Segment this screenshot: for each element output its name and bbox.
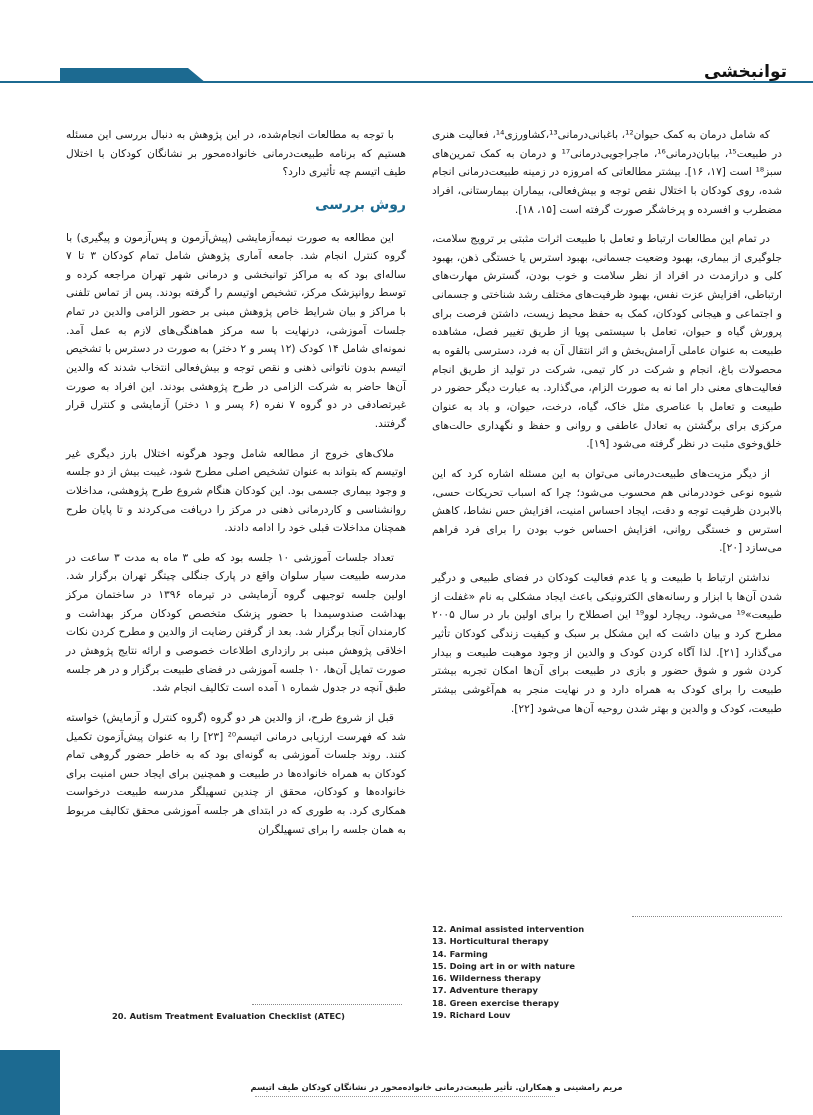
body-paragraph: قبل از شروع طرح، از والدین هر دو گروه (گروه کنترل و آزمایش) خواسته شد که فهرست ارزیابی درمانی اتیسم²⁰ [۲۳] را به عنوان پیش‌آزمون تکمیل کنند. روند جلسات آموزشی به گونه‌ای بود که به خاطر حضور گروهی تمام کودکان به همراه خانواده‌ها در طبیعت و همچنین برای ایجاد حس امنیت برای خانواده‌ها و کودکان، محقق از چندین تسهیلگر مدرسه طبیعت درخواست همکاری کرد. به طوری که در ابتدای هر جلسه آموزشی محقق تکالیف مربوط به همان جلسه را برای تسهیلگران (66, 711, 406, 836)
footnote-divider (252, 1004, 402, 1005)
right-column (432, 126, 782, 729)
footnote-item: 20. Autism Treatment Evaluation Checklist (ATEC) (112, 1011, 345, 1021)
left-footnotes (112, 1004, 402, 1021)
header-accent-band (60, 68, 206, 83)
footnote-item: 17. Adventure therapy (432, 985, 538, 996)
body-paragraph: ملاک‌های خروج از مطالعه شامل وجود هرگونه اختلال بارز دیگری غیر اوتیسم که بتواند به عنوان تشخیص اصلی مطرح شود، غیبت بیش از دو جلسه و وجود بیماری جسمی بود. این کودکان هنگام شروع طرح پژوهشی، مداخلات روانشناسی و کاردرمانی ذهنی در مرکز را دریافت می‌کردند و تا پایان طرح همچنان مداخلات قبلی خود را ادامه دادند. (66, 447, 406, 535)
body-paragraph: نداشتن ارتباط با طبیعت و یا عدم فعالیت کودکان در فضای طبیعی و درگیر شدن آن‌ها با ابزار و رسانه‌های الکترونیکی باعث ایجاد مشکلی به نام «غفلت از طبیعت»¹⁹ می‌شود. ریچارد لوو¹⁹ این اصطلاح را برای اولین بار در سال ۲۰۰۵ مطرح کرد و بیان داشت که این مشکل بر سبک و کیفیت زندگی کودکان تأثیر می‌گذارد [۲۱]. لذا آگاه کردن کودک و والدین از وجود موهبت طبیعت و بیدار کردن شور و شوق حضور و بازی در طبیعت برای آن‌ها امکان تجربه بیشتر طبیعت را برای کودک به همراه دارد و در نهایت منجر به هم‌آغوشی بیشتر طبیعت، کودک و والدین و بهتر شدن روحیه آن‌ها می‌شود [۲۲]. (432, 572, 782, 715)
footnote-item: 19. Richard Louv (432, 1009, 511, 1020)
body-paragraph: از دیگر مزیت‌های طبیعت‌درمانی می‌توان به این مسئله اشاره کرد که این شیوه نوعی خوددرمانی هم محسوب می‌شود؛ چرا که اسباب تحریکات حسی، بالابردن ظرفیت توجه و دقت، ایجاد احساس امنیت، افزایش حس نشاط، کاهش استرس و خستگی روانی، افزایش احساس خوب بودن را برای فرد فراهم می‌سازد [۲۰]. (432, 467, 782, 555)
footnote-item: 13. Horticultural therapy (432, 936, 549, 947)
footnote-item: 18. Green exercise therapy (432, 997, 559, 1008)
page-corner-bar (0, 1050, 60, 1115)
section-heading: روش بررسی (315, 196, 406, 213)
running-footer: مریم رامشینی و همکاران. تأثیر طبیعت‌درمانی خانواده‌محور در نشانگان کودکان طیف اتیسم (250, 1082, 623, 1092)
footnote-item: 14. Farming (432, 948, 488, 959)
right-footnotes (432, 916, 782, 1021)
footnote-list (432, 923, 782, 1021)
intro-paragraph: با توجه به مطالعات انجام‌شده، در این پژوهش به دنبال بررسی این مسئله هستیم که برنامه طبیعت‌درمانی خانواده‌محور بر نشانگان کودکان با اختلال طیف اتیسم چه تأثیری دارد؟ (66, 129, 406, 179)
body-paragraph: که شامل درمان به کمک حیوان¹²، باغبانی‌درمانی¹³،کشاورزی¹⁴، فعالیت هنری در طبیعت¹⁵، بیابان‌درمانی¹⁶، ماجراجویی‌درمانی¹⁷ و درمان به کمک تمرین‌های سبز¹⁸ است [۱۷، ۱۶]. بیشتر مطالعاتی که امروزه در زمینه طبیعت‌درمانی انجام شده، روی کودکان با اختلال نقص توجه و بیش‌فعالی، بیماران بیمارستانی، افراد مضطرب و افسرده و پرخاشگر صورت گرفته است [۱۵، ۱۸]. (432, 129, 782, 216)
footnote-item: 12. Animal assisted intervention (432, 924, 585, 934)
footnote-item: 15. Doing art in or with nature (432, 960, 575, 971)
footnote-item: 16. Wilderness therapy (432, 973, 541, 984)
footer-underline (255, 1096, 555, 1097)
body-paragraph: در تمام این مطالعات ارتباط و تعامل با طبیعت اثرات مثبتی بر ترویج سلامت، جلوگیری از بیماری، بهبود وضعیت جسمانی، بهبود استرس یا خستگی ذهن، بهبود کلی و درازمدت در افراد از نظر سلامت و خوب بودن، گسترش مهارت‌های ارتباطی، افزایش عزت نفس، بهبود ظرفیت‌های مختلف رشد شناختی و جسمانی و اجتماعی و هیجانی کودکان، کمک به حفظ محیط زیست، داشتن فرصت برای پرورش گیاه و حیوان، تعامل با سیستمی پویا از طریق تغییر فصل، مشاهده طبیعت به عنوان عاملی آرامش‌بخش و اثر انتقال آن به فرد، دسترسی بالقوه به محصولات باغ، انجام و شرکت در کار تیمی، شرکت در تولید از طریق انجام فعالیت‌های معنی دار اما نه به صورت الزام، می‌گذارد. به عبارت دیگر حضور در طبیعت و تعامل با عناصری مثل خاک، گیاه، درخت، حیوان، و باد به عنوان مرکزی برای برگشتن به تعادل عاطفی و روانی و حفظ و نگهداری حالت‌های خلق‌وخوی مثبت در نظر گرفته می‌شود [۱۹]. (432, 233, 782, 451)
left-column (66, 126, 406, 850)
footnote-divider (632, 916, 782, 917)
journal-section-title: توانبخشی (704, 62, 787, 82)
body-paragraph: تعداد جلسات آموزشی ۱۰ جلسه بود که طی ۳ ماه به مدت ۳ ساعت در مدرسه طبیعت سیار سلوان واقع در پارک جنگلی چیتگر تهران برگزار شد. اولین جلسه توجیهی گروه آزمایشی در تیرماه ۱۳۹۶ در ساختمان مرکز بهداشت صندوسیمدا با حضور پزشک متخصص کودکان مرکز بهداشت و کارمندان آنجا برگزار شد. بعد از گرفتن رضایت از والدین و مطرح کردن نکات اخلاقی پژوهش مبنی بر رازداری اطلاعات خصوصی و ارائه نتایج پژوهش در صورت تمایل آن‌ها، ۱۰ جلسه آموزشی در فضای طبیعت برگزار و در هر جلسه طبق آنچه در جدول شماره ۱ آمده است تکالیف انجام شد. (66, 551, 406, 695)
body-paragraph: این مطالعه به صورت نیمه‌آزمایشی (پیش‌آزمون و پس‌آزمون و پیگیری) با گروه کنترل انجام شد. جامعه آماری پژوهش شامل تمام کودکان ۳ تا ۷ ساله‌ای بود که به مراکز توانبخشی و درمانی شهر تهران مراجعه کرده و توسط روانپزشک مرکز، تشخیص اوتیسم را گرفته بودند. پس از تماس تلفنی با مراکز و بیان شرایط خاص پژوهش مبنی بر حضور الزامی والدین در تمام جلسات آموزشی، درنهایت با سه مرکز هماهنگی‌های لازم به عمل آمد. نمونه‌ای شامل ۱۴ کودک (۱۲ پسر و ۲ دختر) به صورت در دسترس با تشخیص اتیسم بدون ناتوانی ذهنی و نقص توجه و بیش‌فعالی انتخاب شدند که والدین آن‌ها حاضر به شرکت الزامی در طرح پژوهشی بودند. این افراد به صورت غیرتصادفی در دو گروه ۷ نفره (۶ پسر و ۱ دختر) آزمایشی و کنترل قرار گرفتند. (66, 231, 406, 430)
